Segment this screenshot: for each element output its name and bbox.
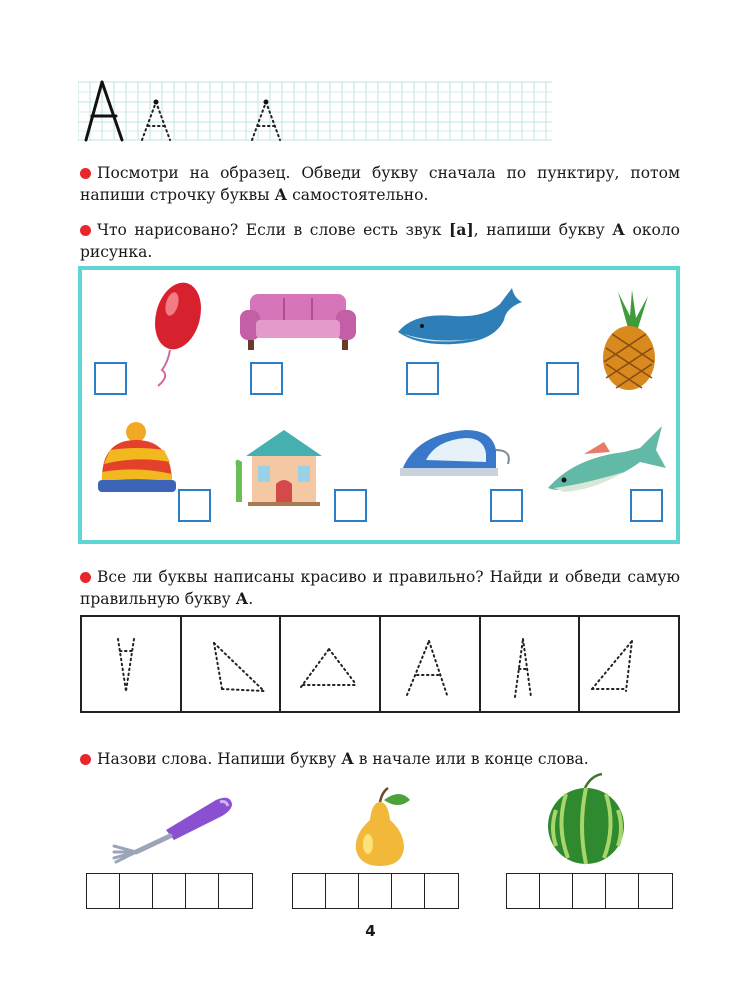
watermelon-icon bbox=[544, 770, 630, 866]
letter-box[interactable] bbox=[326, 874, 359, 908]
sofa-icon bbox=[238, 290, 358, 352]
word-boxes-watermelon bbox=[506, 873, 673, 909]
letter-box[interactable] bbox=[507, 874, 540, 908]
pear-icon bbox=[344, 786, 414, 868]
letter-box[interactable] bbox=[425, 874, 458, 908]
bullet-icon bbox=[80, 754, 91, 765]
whale-icon bbox=[394, 282, 526, 352]
page-number: 4 bbox=[365, 922, 376, 940]
handwriting-grid-lines bbox=[78, 80, 552, 142]
answer-box-hat[interactable] bbox=[178, 489, 211, 522]
letter-variant-3[interactable] bbox=[281, 617, 381, 711]
letter-box[interactable] bbox=[120, 874, 153, 908]
letter-box[interactable] bbox=[606, 874, 639, 908]
answer-box-whale[interactable] bbox=[406, 362, 439, 395]
letter-box[interactable] bbox=[153, 874, 186, 908]
dotted-letter-variant-2 bbox=[182, 617, 280, 711]
bullet-icon bbox=[80, 225, 91, 236]
fork-icon bbox=[106, 790, 236, 864]
dotted-letter-variant-4 bbox=[381, 617, 479, 711]
dotted-letter-variant-3 bbox=[281, 617, 379, 711]
letter-box[interactable] bbox=[639, 874, 672, 908]
answer-box-fish[interactable] bbox=[630, 489, 663, 522]
letter-variant-5[interactable] bbox=[481, 617, 581, 711]
bullet-icon bbox=[80, 572, 91, 583]
house-icon bbox=[232, 426, 332, 508]
letter-variant-2[interactable] bbox=[182, 617, 282, 711]
letter-box[interactable] bbox=[186, 874, 219, 908]
balloon-icon bbox=[140, 280, 210, 390]
answer-box-house[interactable] bbox=[334, 489, 367, 522]
pineapple-icon bbox=[598, 288, 662, 392]
word-boxes-pear bbox=[292, 873, 459, 909]
iron-icon bbox=[396, 420, 516, 482]
dotted-letter-a-2 bbox=[252, 102, 280, 140]
letter-box[interactable] bbox=[293, 874, 326, 908]
dotted-letter-variant-5 bbox=[481, 617, 579, 711]
task-1-instruction: Посмотри на образец. Обведи букву сначала по пунктиру, потом напиши строчку буквы А самостоятельно. bbox=[80, 164, 680, 204]
word-boxes-fork bbox=[86, 873, 253, 909]
task-2-instruction: Что нарисовано? Если в слове есть звук [а], напиши букву А около рисунка. bbox=[80, 220, 681, 261]
letter-box[interactable] bbox=[359, 874, 392, 908]
answer-box-sofa[interactable] bbox=[250, 362, 283, 395]
letter-box[interactable] bbox=[87, 874, 120, 908]
bullet-icon bbox=[80, 168, 91, 179]
handwriting-grid bbox=[78, 80, 552, 142]
answer-box-balloon[interactable] bbox=[94, 362, 127, 395]
letter-box[interactable] bbox=[540, 874, 573, 908]
letter-variants-row bbox=[80, 615, 680, 713]
letter-box[interactable] bbox=[573, 874, 606, 908]
dotted-letter-a-1 bbox=[142, 102, 170, 140]
letter-variant-1[interactable] bbox=[82, 617, 182, 711]
letter-box[interactable] bbox=[219, 874, 252, 908]
dotted-letter-variant-6 bbox=[580, 617, 678, 711]
answer-box-iron[interactable] bbox=[490, 489, 523, 522]
answer-box-pineapple[interactable] bbox=[546, 362, 579, 395]
task-4-instruction: Назови слова. Напиши букву А в начале или в конце слова. bbox=[80, 748, 680, 770]
letter-box[interactable] bbox=[392, 874, 425, 908]
letter-variant-4[interactable] bbox=[381, 617, 481, 711]
task-3-instruction: Все ли буквы написаны красиво и правильно? Найди и обведи самую правильную букву А. bbox=[80, 568, 680, 608]
dotted-letter-variant-1 bbox=[82, 617, 180, 711]
hat-icon bbox=[96, 420, 180, 494]
letter-variant-6[interactable] bbox=[580, 617, 678, 711]
